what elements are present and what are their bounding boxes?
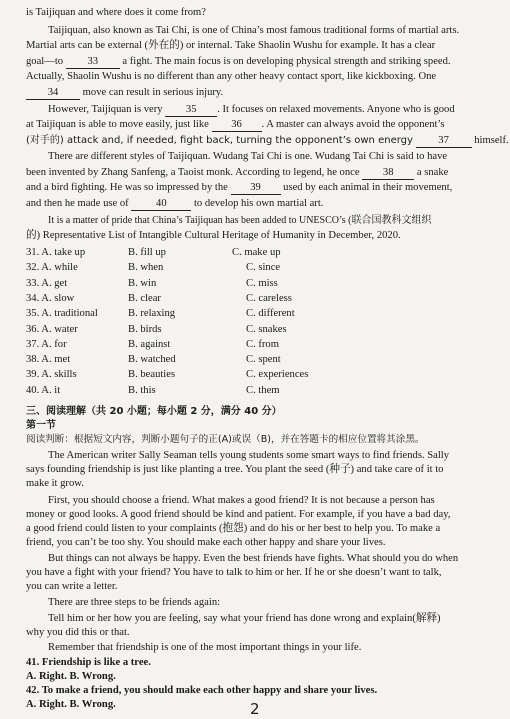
- option-c: C. different: [246, 308, 295, 320]
- passage-line: But things can not always be happy. Even the best friends have fights. What should you do when: [48, 553, 459, 564]
- option-b: B. watched: [128, 354, 176, 366]
- text-segment: a fight. The main focus is on developing physical strength and striking speed.: [122, 56, 451, 67]
- option-b: B. fill up: [128, 247, 166, 258]
- passage-line: [26, 86, 223, 100]
- passage-line: 的) Representative List of Intangible Cultural Heritage of Humanity in December, 2020.: [26, 230, 401, 241]
- passage-line: There are different styles of Taijiquan. Wudang Tai Chi is one. Wudang Tai Chi is said to have: [48, 151, 448, 162]
- blank-33: 33: [66, 55, 120, 69]
- passage-line: make it grow.: [26, 478, 84, 489]
- option-c: C. snakes: [246, 323, 287, 335]
- option-b: B. birds: [128, 323, 162, 335]
- option-c: C. miss: [246, 277, 278, 289]
- text-segment: move can result in serious injury.: [82, 87, 224, 98]
- passage-line: you can write a letter.: [26, 581, 118, 592]
- option-a: 39. A. skills: [26, 369, 77, 381]
- option-c: C. since: [246, 262, 281, 274]
- text-segment: himself.: [474, 135, 509, 146]
- passage-line: There are three steps to be friends again:: [48, 597, 221, 608]
- passage-line: friend, you can’t be too shy. You should make each other happy and share your lives.: [26, 537, 386, 548]
- blank-39: 39: [231, 181, 281, 195]
- text-segment: and a bird fighting. He was so impressed by the: [26, 182, 228, 193]
- passage-line: [26, 134, 509, 148]
- text-segment: . A master can always avoid the opponent’s: [261, 119, 445, 130]
- blank-38: 38: [362, 166, 414, 180]
- question-42: 42. To make a friend, you should make each other happy and share your lives.: [26, 685, 378, 696]
- passage-line: is Taijiquan and where does it come from?: [26, 7, 206, 18]
- passage-line: [26, 166, 448, 180]
- blank-37: 37: [416, 134, 472, 148]
- blank-36: 36: [212, 118, 262, 132]
- blank-35: 35: [165, 103, 217, 117]
- section-heading: 三、阅读理解（共 20 小题；每小题 2 分，满分 40 分）: [26, 406, 282, 417]
- passage-line: you have a fight with your friend? You have to talk to him or her. If he or she doesn’t want to talk,: [26, 567, 442, 578]
- option-c: C. from: [246, 338, 279, 350]
- question-41: 41. Friendship is like a tree.: [26, 657, 151, 668]
- option-c: C. make up: [232, 247, 281, 258]
- option-b: B. win: [128, 277, 157, 289]
- passage-line: It is a matter of pride that China’s Taijiquan has been added to UNESCO’s (联合国教科文组织: [48, 215, 432, 226]
- option-a: 33. A. get: [26, 277, 68, 289]
- passage-line: money or good looks. A good friend should be kind and patient. For example, if you have a bad day,: [26, 509, 451, 520]
- option-b: B. beauties: [128, 369, 176, 381]
- passage-line: why you did this or that.: [26, 627, 130, 638]
- blank-34: 34: [26, 86, 80, 100]
- text-segment: and then he made use of: [26, 198, 129, 209]
- part-heading: 第一节: [26, 420, 56, 431]
- text-segment: to develop his own martial art.: [193, 198, 324, 209]
- option-a: 32. A. while: [26, 262, 78, 274]
- option-b: B. this: [128, 384, 156, 396]
- text-segment: . It focuses on relaxed movements. Anyone who is good: [217, 104, 455, 115]
- page-number: 2: [250, 700, 260, 718]
- option-c: C. spent: [246, 354, 281, 366]
- option-b: B. clear: [128, 292, 161, 304]
- passage-line: Martial arts can be external (外在的) or internal. Take Shaolin Wushu for example. It has a clear: [26, 40, 436, 51]
- passage-line: says founding friendship is just like planting a tree. You plant the seed (种子) and take care of it to: [26, 464, 444, 475]
- passage-line: Taijiquan, also known as Tai Chi, is one of China’s most famous traditional forms of martial arts.: [48, 25, 460, 36]
- question-41-options: A. Right. B. Wrong.: [26, 671, 116, 682]
- option-c: C. them: [246, 384, 280, 396]
- option-a: 34. A. slow: [26, 292, 75, 304]
- passage-line: [26, 181, 452, 195]
- text-segment: a snake: [416, 167, 449, 178]
- passage-line: The American writer Sally Seaman tells young students some smart ways to find friends. Sally: [48, 450, 450, 461]
- text-segment: used by each animal in their movement,: [283, 182, 453, 193]
- option-a: 36. A. water: [26, 323, 78, 335]
- passage-line: [26, 55, 451, 69]
- passage-line: Tell him or her how you are feeling, say what your friend has done wrong and explain(解释): [48, 613, 441, 624]
- text-segment: However, Taijiquan is very: [48, 104, 163, 115]
- passage-line: First, you should choose a friend. What makes a good friend? It is not because a person has: [48, 495, 435, 506]
- text-segment: goal—to: [26, 56, 64, 67]
- option-a: 37. A. for: [26, 338, 67, 350]
- passage-line: [26, 197, 323, 211]
- passage-line: [26, 118, 445, 132]
- passage-line: Actually, Shaolin Wushu is no different than any other heavy contact sport, like kickboxing. One: [26, 71, 437, 82]
- option-a: 35. A. traditional: [26, 308, 98, 320]
- option-b: B. against: [128, 338, 171, 350]
- option-b: B. relaxing: [128, 308, 176, 320]
- passage-line: Remember that friendship is one of the most important things in your life.: [48, 642, 362, 653]
- option-c: C. experiences: [246, 369, 309, 381]
- option-a: 31. A. take up: [26, 247, 86, 258]
- blank-40: 40: [131, 197, 191, 211]
- passage-line: [48, 103, 455, 117]
- option-a: 38. A. met: [26, 354, 71, 366]
- option-b: B. when: [128, 262, 164, 274]
- text-segment: been invented by Zhang Sanfeng, a Taoist monk. According to legend, he once: [26, 167, 360, 178]
- instructions: 阅读判断：根据短文内容，判断小题句子的正(A)或误（B)，并在答题卡的相应位置将其涂黑。: [26, 434, 425, 445]
- text-segment: (对手的) attack and, if needed, fight back, turning the opponent’s own energy: [26, 135, 413, 146]
- option-c: C. careless: [246, 292, 292, 304]
- text-segment: at Taijiquan is able to move easily, just like: [26, 119, 209, 130]
- option-a: 40. A. it: [26, 384, 61, 396]
- passage-line: a good friend could listen to your complaints (抱怨) and do his or her best to help you. To make a: [26, 523, 441, 534]
- question-42-options: A. Right. B. Wrong.: [26, 699, 116, 710]
